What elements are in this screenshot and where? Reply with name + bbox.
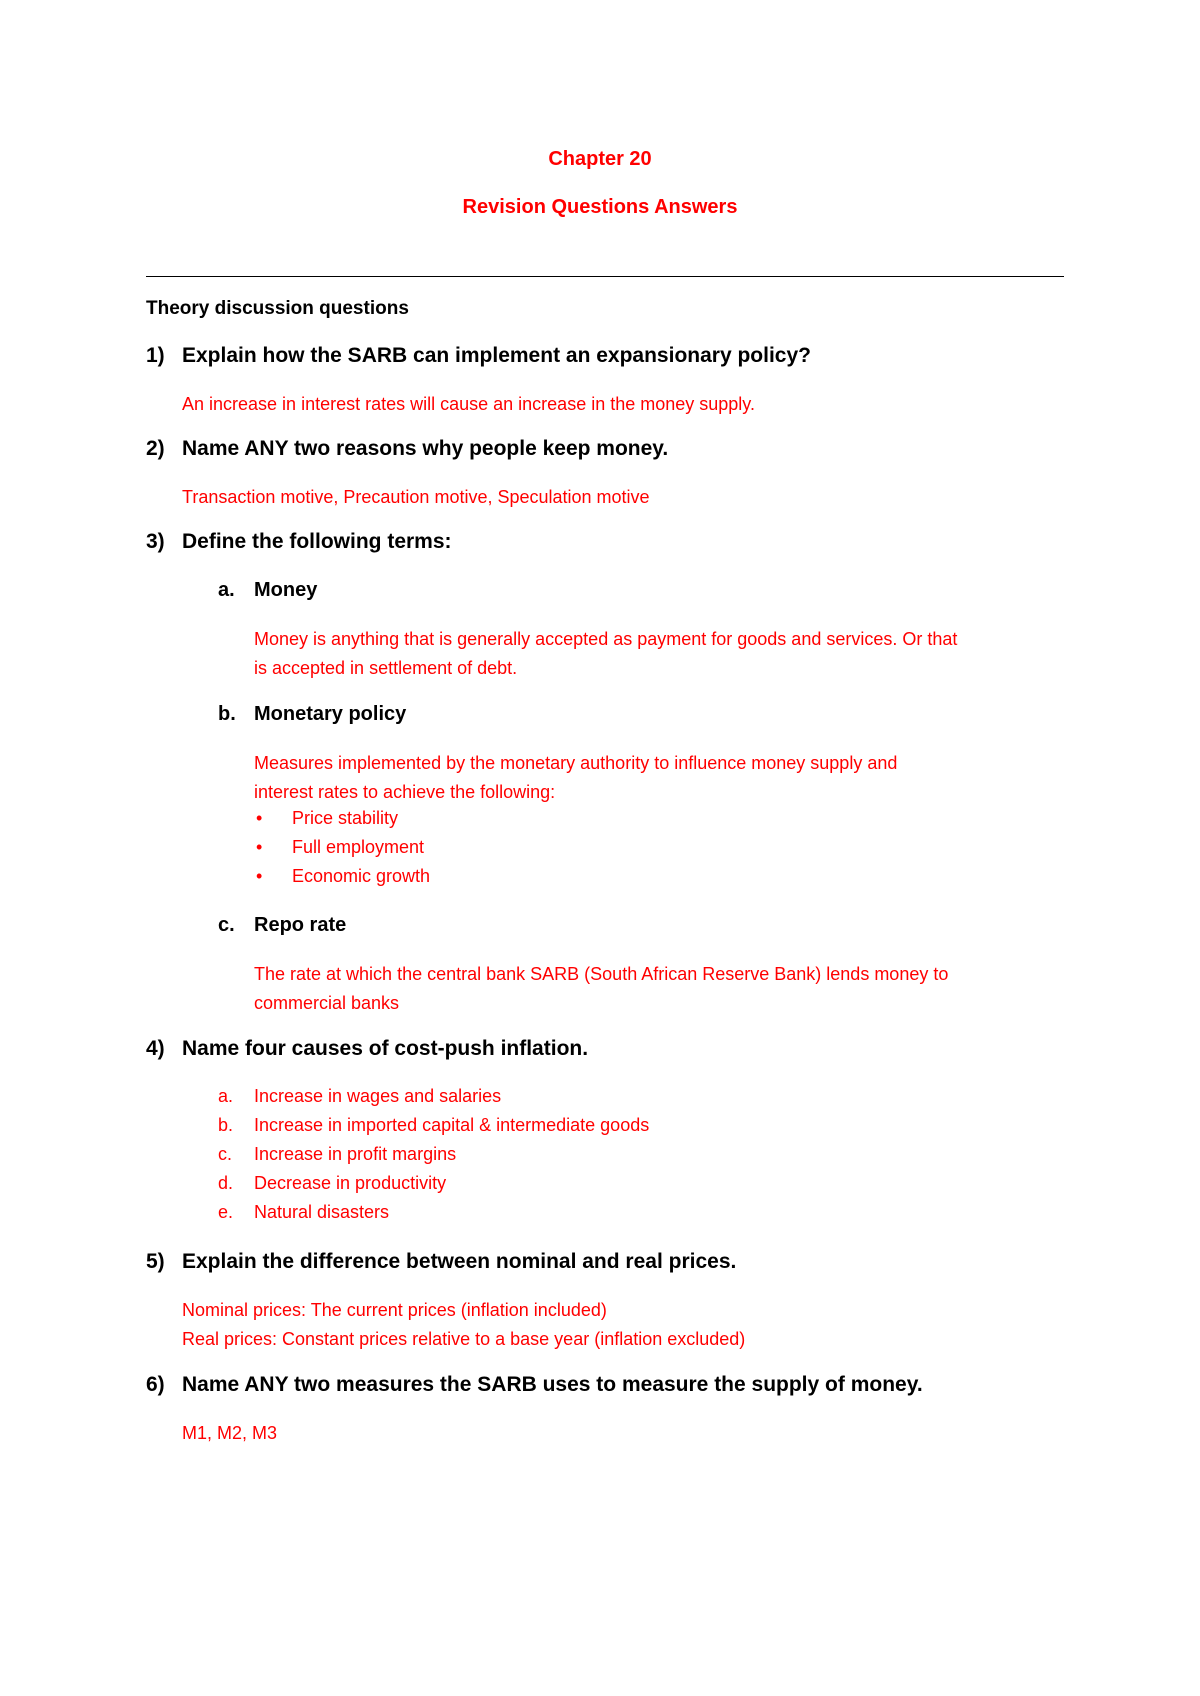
answer-1: An increase in interest rates will cause an increase in the money supply.: [182, 394, 755, 414]
question-text: Name ANY two reasons why people keep money.: [182, 437, 669, 460]
question-text: Define the following terms:: [182, 530, 452, 553]
answer-6: M1, M2, M3: [182, 1423, 278, 1443]
bullet-text: Price stability: [292, 808, 399, 828]
horizontal-divider: [146, 276, 1064, 277]
list-text: Decrease in productivity: [254, 1173, 447, 1193]
term-letter: b.: [218, 703, 236, 725]
term-label: Money: [254, 579, 318, 601]
question-text: Explain how the SARB can implement an expansionary policy?: [182, 344, 811, 367]
section-heading: Theory discussion questions: [146, 298, 409, 319]
list-letter: c.: [218, 1144, 233, 1164]
definition-money-line-2: is accepted in settlement of debt.: [254, 658, 518, 678]
question-text: Name ANY two measures the SARB uses to measure the supply of money.: [182, 1373, 923, 1396]
question-5: [146, 1250, 736, 1274]
question-text: Name four causes of cost-push inflation.: [182, 1037, 589, 1060]
definition-repo-rate-line-2: commercial banks: [254, 993, 400, 1013]
question-1: [146, 344, 811, 368]
answer-5-line-1: Nominal prices: The current prices (inflation included): [182, 1300, 607, 1320]
question-number: 6): [146, 1373, 165, 1396]
bullet-item: [256, 866, 430, 887]
bullet-icon: •: [256, 808, 263, 828]
bullet-text: Economic growth: [292, 866, 431, 886]
bullet-text: Full employment: [292, 837, 425, 857]
answer-5-line-2: Real prices: Constant prices relative to a base year (inflation excluded): [182, 1329, 746, 1349]
question-number: 1): [146, 344, 165, 367]
definition-money-line-1: Money is anything that is generally accepted as payment for goods and services. Or that: [254, 629, 958, 649]
question-text: Explain the difference between nominal and real prices.: [182, 1250, 737, 1273]
list-item: [218, 1173, 446, 1194]
bullet-item: [256, 808, 398, 829]
term-monetary-policy: [218, 703, 406, 726]
bullet-item: [256, 837, 424, 858]
definition-monetary-policy-line-2: interest rates to achieve the following:: [254, 782, 556, 802]
question-number: 5): [146, 1250, 165, 1273]
question-number: 4): [146, 1037, 165, 1060]
bullet-icon: •: [256, 866, 263, 886]
answer-2: Transaction motive, Precaution motive, Speculation motive: [182, 487, 650, 507]
term-label: Repo rate: [254, 914, 347, 936]
question-3: [146, 530, 452, 554]
list-text: Increase in profit margins: [254, 1144, 457, 1164]
list-text: Increase in wages and salaries: [254, 1086, 502, 1106]
question-6: [146, 1373, 923, 1397]
list-letter: e.: [218, 1202, 234, 1222]
list-text: Increase in imported capital & intermediate goods: [254, 1115, 650, 1135]
question-number: 2): [146, 437, 165, 460]
list-letter: a.: [218, 1086, 234, 1106]
list-item: [218, 1144, 456, 1165]
question-number: 3): [146, 530, 165, 553]
list-item: [218, 1086, 501, 1107]
term-letter: a.: [218, 579, 235, 601]
term-label: Monetary policy: [254, 703, 407, 725]
document-subtitle: Revision Questions Answers: [462, 196, 738, 218]
list-letter: b.: [218, 1115, 234, 1135]
term-money: [218, 579, 317, 602]
term-letter: c.: [218, 914, 235, 936]
bullet-icon: •: [256, 837, 263, 857]
question-2: [146, 437, 668, 461]
list-item: [218, 1202, 389, 1223]
definition-repo-rate-line-1: The rate at which the central bank SARB (South African Reserve Bank) lends money to: [254, 964, 949, 984]
term-repo-rate: [218, 914, 346, 937]
question-4: [146, 1037, 588, 1061]
list-item: [218, 1115, 649, 1136]
list-letter: d.: [218, 1173, 234, 1193]
definition-monetary-policy-line-1: Measures implemented by the monetary authority to influence money supply and: [254, 753, 898, 773]
chapter-title: Chapter 20: [548, 148, 652, 170]
list-text: Natural disasters: [254, 1202, 390, 1222]
